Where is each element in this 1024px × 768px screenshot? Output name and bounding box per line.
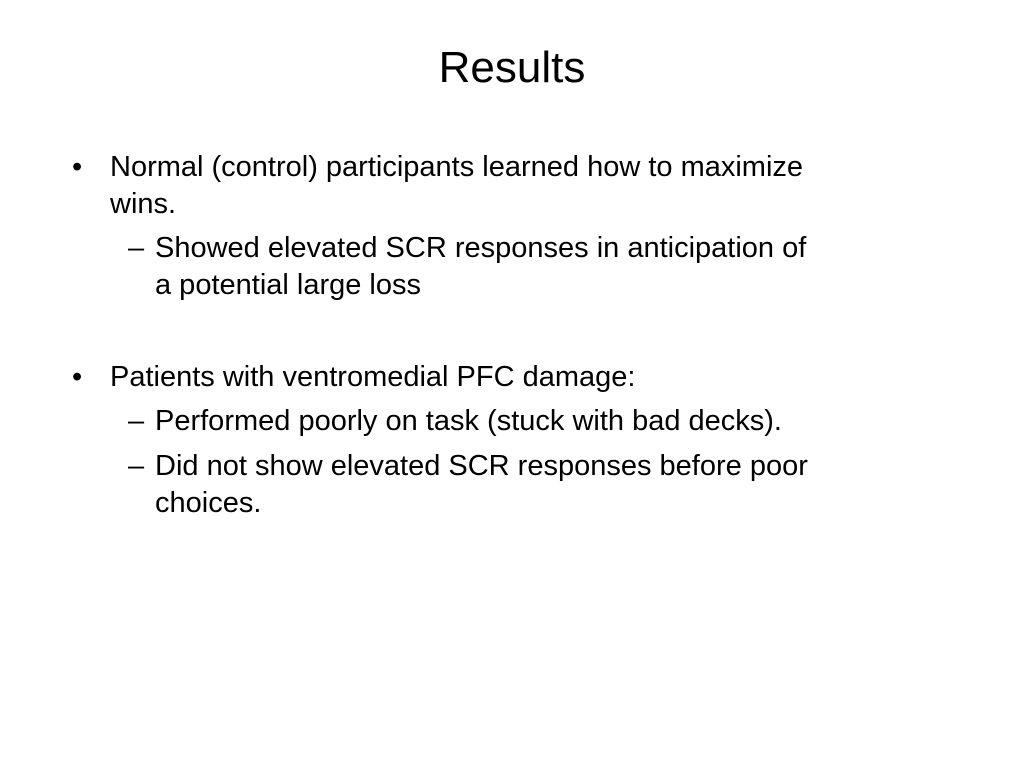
bullet-marker: • <box>72 361 83 393</box>
sub-bullet-marker: – <box>128 232 145 264</box>
sub-bullet-marker: – <box>128 450 145 482</box>
bullet-1-line-2: wins. <box>110 188 177 220</box>
sub-bullet-2-2-line-1: Did not show elevated SCR responses before poor <box>155 450 808 482</box>
sub-bullet-1-1-line-2: a potential large loss <box>155 269 421 301</box>
bullet-2-line-1: Patients with ventromedial PFC damage: <box>110 361 636 393</box>
sub-bullet-marker: – <box>128 405 145 437</box>
slide-title: Results <box>438 43 586 92</box>
bullet-1-line-1: Normal (control) participants learned how to maximize <box>110 151 804 183</box>
sub-bullet-2-2-line-2: choices. <box>155 487 262 519</box>
bullet-marker: • <box>72 151 83 183</box>
sub-bullet-2-1-line-1: Performed poorly on task (stuck with bad decks). <box>155 405 782 437</box>
sub-bullet-1-1-line-1: Showed elevated SCR responses in anticipation of <box>155 232 807 264</box>
